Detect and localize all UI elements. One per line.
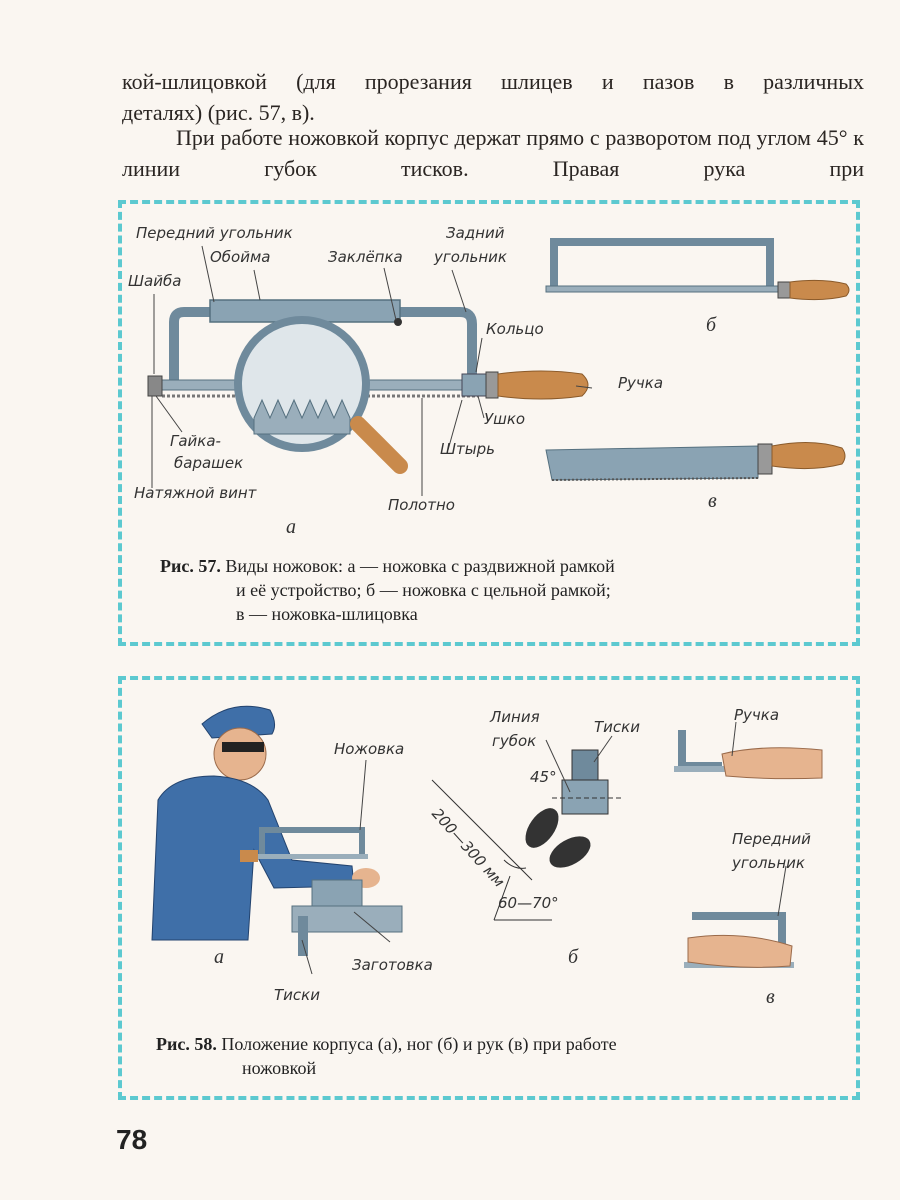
label-front-corner-1: Передний	[732, 830, 811, 848]
figure-57	[118, 200, 860, 646]
label-hacksaw: Ножовка	[334, 740, 405, 758]
label-workpiece: Заготовка	[352, 956, 433, 974]
label-handle: Ручка	[618, 374, 664, 392]
fig57-caption-l3: в — ножовка-шлицовка	[236, 604, 418, 624]
label-vise: Тиски	[274, 986, 320, 1004]
fig58-caption	[156, 1032, 846, 1080]
label-washer: Шайба	[128, 272, 182, 290]
paragraph-2: При работе ножовкой корпус держат прямо с разворотом под углом 45° к линии губок тисков. Правая рука при	[122, 125, 864, 181]
paragraph-1	[122, 66, 864, 128]
saw-and-vise	[240, 830, 402, 956]
magnifier	[238, 320, 400, 466]
fig57-sub-a: а	[286, 516, 296, 538]
label-holder: Обойма	[210, 248, 271, 266]
label-rivet: Заклёпка	[328, 248, 403, 266]
label-rear-corner-1: Задний	[446, 224, 505, 242]
fig58-sub-b: б	[568, 946, 579, 968]
fig58-sub-a: а	[214, 946, 224, 968]
label-tension-screw: Натяжной винт	[134, 484, 257, 502]
label-wing-nut-1: Гайка-	[170, 432, 221, 450]
fig58-caption-l1: Положение корпуса (а), ног (б) и рук (в) при работе	[221, 1034, 617, 1054]
label-angle-60-70: 60—70°	[498, 894, 559, 912]
solid-frame-hacksaw	[546, 242, 849, 300]
hands-diagram	[674, 730, 822, 968]
fig58-caption-num: Рис. 58.	[156, 1034, 217, 1054]
fig57-caption-l2: и её устройство; б — ножовка с цельной рамкой;	[236, 580, 611, 600]
fig57-sub-b: б	[706, 314, 717, 336]
page-number: 78	[116, 1124, 148, 1155]
label-blade: Полотно	[388, 496, 455, 514]
label-eye: Ушко	[484, 410, 526, 428]
label-ring: Кольцо	[486, 320, 544, 338]
label-distance: 200—300 мм	[428, 804, 509, 891]
label-wing-nut-2: барашек	[174, 454, 244, 472]
para1-line2: деталях) (рис. 57, в).	[122, 100, 315, 125]
para1-line1: кой-шлицовкой (для прорезания шлицев и пазов в различных	[122, 69, 864, 94]
figure-58	[118, 676, 860, 1100]
label-jaw-line-2: губок	[492, 732, 537, 750]
label-rear-corner-2: угольник	[434, 248, 507, 266]
label-front-corner: Передний угольник	[136, 224, 293, 242]
fig58-sub-v: в	[766, 986, 775, 1008]
fig58-caption-l2: ножовкой	[242, 1058, 317, 1078]
label-handle-hands: Ручка	[734, 706, 780, 724]
label-vise-top: Тиски	[594, 718, 640, 736]
label-front-corner-2: угольник	[732, 854, 805, 872]
fig57-caption-num: Рис. 57.	[160, 556, 221, 576]
label-pin: Штырь	[440, 440, 495, 458]
fig57-caption-l1: Виды ножовок: а — ножовка с раздвижной рамкой	[225, 556, 615, 576]
slotting-hacksaw	[546, 442, 845, 480]
fig57-sub-v: в	[708, 490, 717, 512]
fig57-caption	[160, 554, 850, 626]
label-jaw-line-1: Линия	[490, 708, 540, 726]
label-angle-45: 45°	[530, 768, 557, 786]
